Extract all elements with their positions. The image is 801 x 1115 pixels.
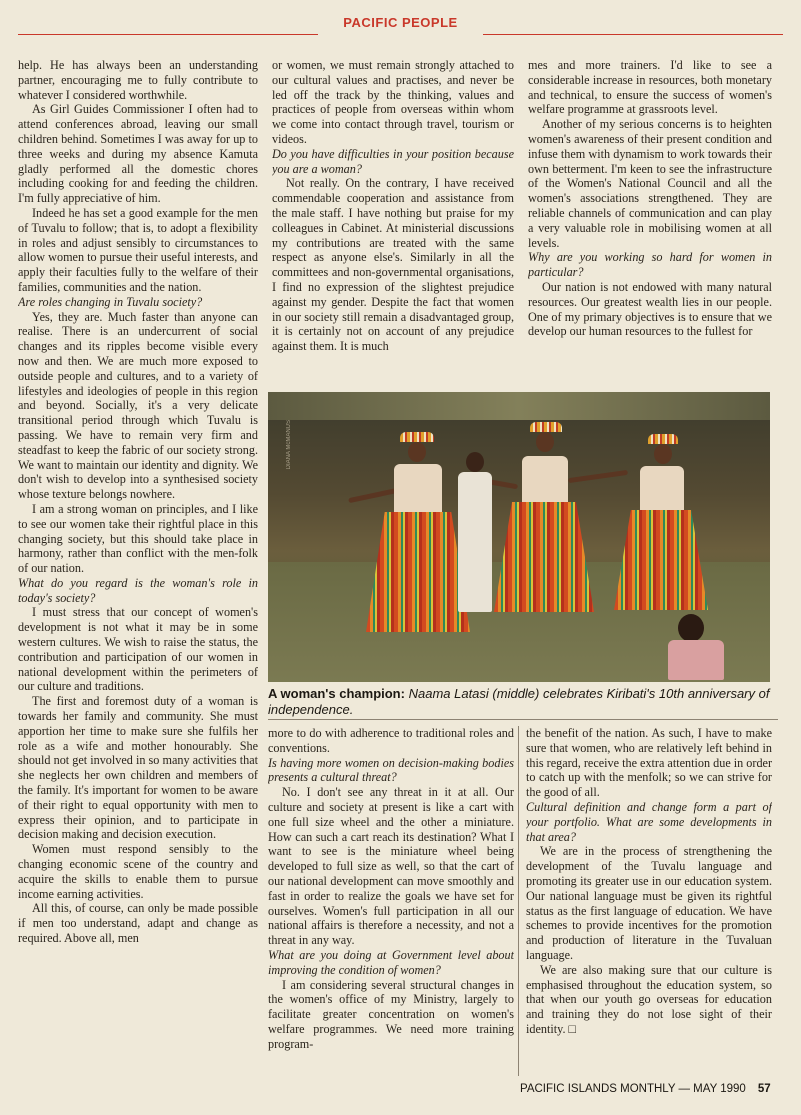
paragraph: We are in the process of strengthening the development of the Tuvalu language and promoting its greater use in our education system. Our national language must be given its rightful status as the first language of education. We have schemes to provide incentives for the promotion and production of literature in the Tuvaluan language. — [526, 844, 772, 962]
paragraph: more to do with adherence to traditional roles and conventions. — [268, 726, 514, 755]
page-number: 57 — [757, 1083, 771, 1095]
photo-credit: DIANA McMANUS — [286, 420, 292, 470]
paragraph: Indeed he has set a good example for the men of Tuvalu to follow; that is, to adopt a flexibility in roles and adjust sensibly to circumstances to allow women to pursue their useful interests, and apply their faculties fully to the welfare of their families, communities and the nation. — [18, 205, 258, 294]
article-column-2-bottom — [268, 726, 514, 1078]
interview-question: Is having more women on decision-making bodies presents a cultural threat? — [268, 755, 514, 785]
paragraph: Not really. On the contrary, I have received commendable cooperation and assistance from the male staff. I have nothing but praise for my colleagues in Cabinet. At ministerial discussions my contributions are treated with the same respect as anyone else's. Similarly in all the committees and non-governmental organisations, I find no expression of the slightest prejudice against my gender. Despite the fact that women in our society still remain a disadvantaged group, it is certainly not on account of any prejudice against them. It is much — [272, 176, 514, 354]
section-label: PACIFIC PEOPLE — [343, 15, 458, 30]
paragraph: the benefit of the nation. As such, I have to make sure that women, who are relatively left behind in this regard, receive the extra attention due in order to catch up with the menfolk; so we can strive for the good of all. — [526, 726, 772, 800]
paragraph: I must stress that our concept of women's development is not what it may be in some western cultures. We wish to raise the status, the contribution and participation of our women in national development within the perimeters of our culture and traditions. — [18, 605, 258, 694]
page-footer — [520, 1083, 780, 1095]
paragraph: Yes, they are. Much faster than anyone can realise. There is an undercurrent of social changes and its ripples become visible every now and then. We are much more exposed to outside people and cultures, and to a variety of lifestyles and ideologies of people in this region and beyond. Socially, it's a very delicate transitional period through which Tuvalu is passing. We have to remain very firm and steadfast to keep the fabric of our society strong. We want to maintain our identity and dignity. We don't wish to develop into a synthesised society whose texture belongs nowhere. — [18, 309, 258, 502]
page-header — [0, 12, 801, 34]
article-column-2-top — [272, 58, 514, 391]
photo-caption — [268, 686, 778, 718]
paragraph: As Girl Guides Commissioner I often had to attend conferences abroad, leaving our small children behind. Sometimes I was away for up to three weeks and during my absence Kamuta gladly performed all the domestic chores including cooking for and feeding the children. I'm fully appreciative of him. — [18, 102, 258, 206]
header-rule-right — [483, 34, 783, 35]
article-column-3-top — [528, 58, 772, 391]
publication-line: PACIFIC ISLANDS MONTHLY — MAY 1990 — [520, 1083, 746, 1095]
interview-question: What do you regard is the woman's role in today's society? — [18, 575, 258, 605]
header-rule-left — [18, 34, 318, 35]
paragraph: No. I don't see any threat in it at all. Our culture and society at present is like a cart with one full size wheel and the other a miniature. How can such a cart reach its destination? What I want to see is the miniature wheel being developed to full size as well, so that the cart of our national development can move smoothly and fast in order to realize the goals we have set for ourselves. Women's full participation in all our national affairs is therefore a necessity, and not a threat in any way. — [268, 785, 514, 948]
article-column-3-bottom — [526, 726, 772, 1078]
interview-question: Do you have difficulties in your position because you are a woman? — [272, 146, 514, 176]
interview-question: Are roles changing in Tuvalu society? — [18, 294, 203, 309]
paragraph: help. He has always been an understanding partner, encouraging me to fully contribute to whatever I considered worthwhile. — [18, 58, 258, 102]
paragraph: We are also making sure that our culture is emphasised throughout the education system, so that when our youth go overseas for education and training they do not lose sight of their identity. □ — [526, 962, 772, 1036]
paragraph: I am a strong woman on principles, and I like to see our women take their rightful place in this changing society, but this should take place in harmony, rather than conflict with the men-folk of our nation. — [18, 501, 258, 576]
paragraph: Our nation is not endowed with many natural resources. Our greatest wealth lies in our people. One of my primary objectives is to ensure that we develop our human resources to the fullest for — [528, 279, 772, 339]
paragraph: All this, of course, can only be made possible if men too understand, adapt and change as required. Above all, men — [18, 901, 258, 946]
paragraph: Women must respond sensibly to the changing economic scene of the country and acquire the skills to enable them to pursue income earning activities. — [18, 842, 258, 901]
paragraph: The first and foremost duty of a woman is towards her family and community. She must apportion her time to make sure she fulfils her role as a wife and mother honourably. She should not get involved in so many activities that she neglects her own children and members of the family. It's important for women to be aware of their right to equal opportunity with men to express their opinion, and to participate in decision making and decision execution. — [18, 694, 258, 842]
interview-question: What are you doing at Government level about improving the condition of women? — [268, 947, 514, 977]
caption-lead: A woman's champion: — [268, 686, 405, 701]
column-divider — [518, 726, 519, 1076]
interview-question: Why are you working so hard for women in particular? — [528, 250, 772, 280]
paragraph: I am considering several structural changes in the women's office of my Ministry, largely to facilitate greater concentration on women's welfare programmes. We need more training program- — [268, 977, 514, 1051]
caption-rule — [268, 719, 778, 720]
paragraph: mes and more trainers. I'd like to see a considerable increase in resources, both monetary and technical, to ensure the success of women's welfare programme at grassroots level. — [528, 58, 772, 117]
paragraph: or women, we must remain strongly attached to our cultural values and practises, and never be led off the track by the thinking, values and practices of people from overseas within whom we come into contact through travel, tourism or videos. — [272, 58, 514, 146]
dance-photo — [268, 392, 770, 682]
interview-question: Cultural definition and change form a part of your portfolio. What are some developments in that area? — [526, 799, 772, 844]
caption-text: Naama Latasi (middle) celebrates Kiribati's 10th anniversary of independence. — [268, 686, 770, 717]
paragraph: Another of my serious concerns is to heighten women's awareness of their present condition and infuse them with dynamism to work towards their own betterment. I'm keen to see the infrastructure of the Women's National Council and all the women's associations strengthened. They are reliable channels of communication and can play a very valuable role in mobilising women at all levels. — [528, 117, 772, 250]
article-column-1 — [18, 58, 258, 1078]
